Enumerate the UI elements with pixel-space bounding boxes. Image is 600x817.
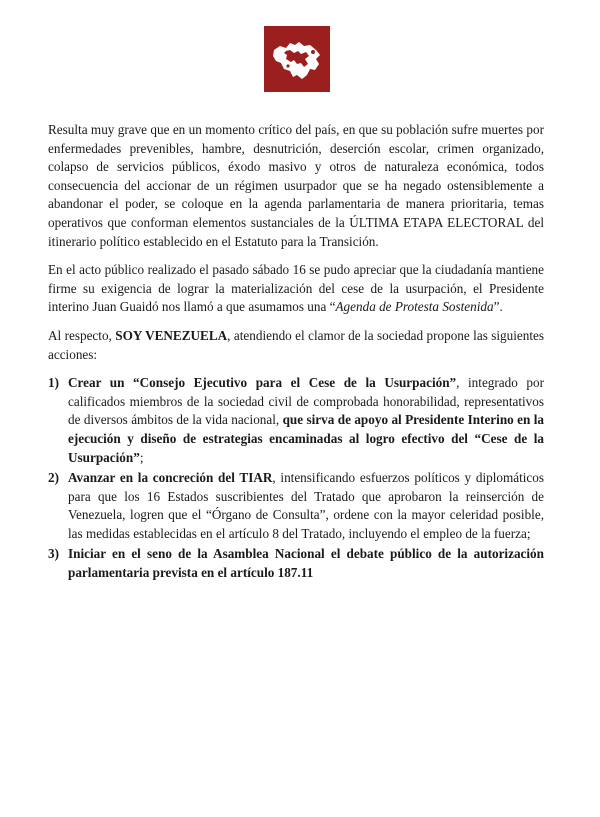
paragraph-context: Resulta muy grave que en un momento crítico del país, en que su población sufre muertes por enfermedades prevenibles, hambre, desnutrición, deserción escolar, crimen organizado, colapso de servicios públicos, éxodo masivo y otros de naturaleza económica, todos consecuencia del accionar de un régimen usurpador que se ha negado ostensiblemente a abandonar el poder, se coloque en la agenda parlamentaria de manera prioritaria, temas operativos que conforman elementos sustanciales de la ÚLTIMA ETAPA ELECTORAL del itinerario político establecido en el Estatuto para la Transición.	[48, 122, 544, 249]
paragraph-public-act: En el acto público realizado el pasado sábado 16 se pudo apreciar que la ciudadanía mantiene firme su exigencia de lograr la materialización del cese de la usurpación, el Presidente interino Juan Guaidó nos llamó a que asumamos una “Agenda de Protesta Sostenida”.	[48, 262, 544, 315]
organization-name: SOY VENEZUELA	[115, 327, 228, 343]
electoral-stage-text: ÚLTIMA ETAPA ELECTORAL	[349, 214, 524, 230]
logo	[264, 26, 330, 92]
action-item: 1) Crear un “Consejo Ejecutivo para el Cese de la Usurpación”, integrado por calificados miembros de la sociedad civil de comprobada honorabilidad, representativos de diversos ámbitos de la vida nacional, que sirva de apoyo al Presidente Interino en la ejecución y diseño de estrategias encaminadas al logro efectivo del “Cese de la Usurpación”;	[48, 375, 544, 465]
document-body	[48, 121, 544, 585]
action-item: 3) Iniciar en el seno de la Asamblea Nacional el debate público de la autorización parlamentaria prevista en el artículo 187.11	[48, 546, 544, 581]
action-item: 2) Avanzar en la concreción del TIAR, intensificando esfuerzos políticos y diplomáticos para que los 16 Estados suscribientes del Tratado que aprobaron la reinserción de Venezuela, logren que el “Órgano de Consulta”, ordene con la mayor celeridad posible, las medidas establecidas en el artículo 8 del Tratado, incluyendo el empleo de la fuerza;	[48, 470, 544, 541]
agenda-emphasis: Agenda de Protesta Sostenida	[335, 299, 494, 315]
action-number: 2)	[48, 470, 59, 486]
action-number: 1)	[48, 375, 59, 391]
venezuela-map-logo-icon	[264, 26, 330, 92]
actions-list	[48, 374, 544, 583]
action-number: 3)	[48, 546, 59, 562]
paragraph-proposal-intro: Al respecto, SOY VENEZUELA, atendiendo el clamor de la sociedad propone las siguientes acciones:	[48, 327, 544, 362]
